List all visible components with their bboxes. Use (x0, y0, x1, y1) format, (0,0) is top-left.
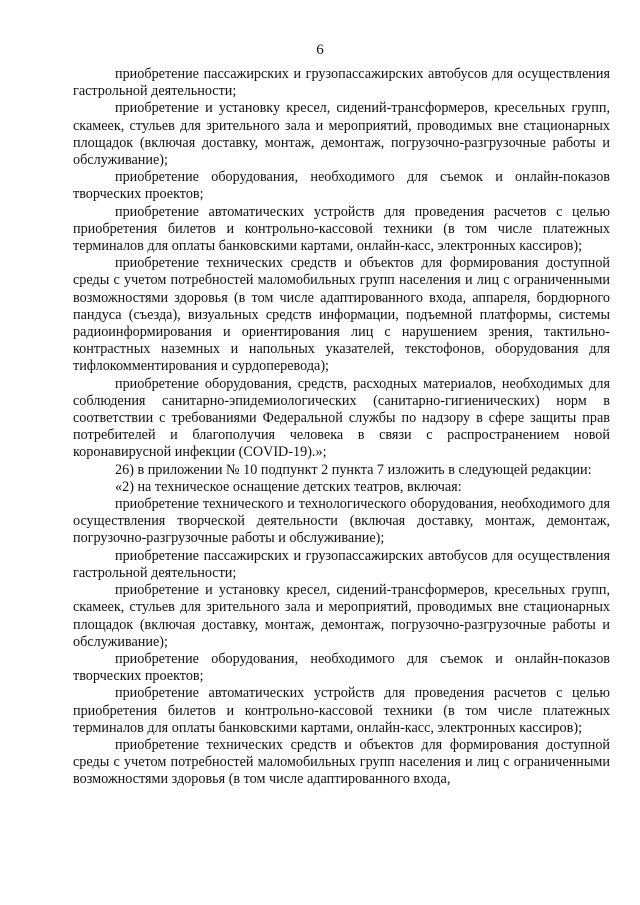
paragraph-childrens-theatres: «2) на техническое оснащение детских театров, включая: (115, 478, 462, 495)
page-number: 6 (316, 42, 324, 58)
paragraph-seating: приобретение и установку кресел, сидений-трансформеров, кресельных групп, скамеек, стульев для зрительного зала и мероприятий, проводимых вне стационарных площадок (включая доставку, монтаж, демонтаж, погрузочно-разгрузочные работы и обслуживание); (73, 100, 610, 169)
paragraph-accessible-environment: приобретение технических средств и объектов для формирования доступной среды с учетом потребностей маломобильных групп населения и лиц с ограниченными возможностями здоровья (в том числе адаптированного входа, аппареля, бордюрного пандуса (съезда), визуальных средств информации, подъемной платформы, системы радиоинформирования и ориентирования лиц с нарушением зрения, тактильно-контрастных наземных и напольных указателей, текстофонов, оборудования для тифлокомментирования и сурдоперевода); (73, 255, 610, 375)
paragraph-technical-equipment: приобретение технического и технологического оборудования, необходимого для осуществления творческой деятельности (включая доставку, монтаж, демонтаж, погрузочно-разгрузочные работы и обслуживание); (73, 496, 610, 547)
document-body (73, 66, 610, 789)
paragraph-filming-equipment-2: приобретение оборудования, необходимого для съемок и онлайн-показов творческих проектов; (73, 650, 610, 685)
paragraph-sanitary-equipment: приобретение оборудования, средств, расходных материалов, необходимых для соблюдения санитарно-эпидемиологических (санитарно-гигиенических) норм в соответствии с требованиями Федеральной службы по надзору в сфере защиты прав потребителей и благополучия человека в связи с распространением новой коронавирусной инфекции (COVID-19).»; (73, 375, 610, 461)
paragraph-buses: приобретение пассажирских и грузопассажирских автобусов для осуществления гастрольной деятельности; (73, 66, 610, 100)
paragraph-seating-2: приобретение и установку кресел, сидений-трансформеров, кресельных групп, скамеек, стульев для зрительного зала и мероприятий, проводимых вне стационарных площадок (включая доставку, монтаж, демонтаж, погрузочно-разгрузочные работы и обслуживание); (73, 582, 610, 650)
paragraph-amendment-26: 26) в приложении № 10 подпункт 2 пункта 7 изложить в следующей редакции: (115, 461, 592, 478)
paragraph-buses-2: приобретение пассажирских и грузопассажирских автобусов для осуществления гастрольной деятельности; (73, 547, 610, 581)
paragraph-filming-equipment: приобретение оборудования, необходимого для съемок и онлайн-показов творческих проектов; (73, 169, 610, 203)
paragraph-payment-devices-2: приобретение автоматических устройств для проведения расчетов с целью приобретения билетов и контрольно-кассовой техники (в том числе платежных терминалов для оплаты банковскими картами, онлайн-касс, электронных кассиров); (73, 685, 610, 736)
paragraph-payment-devices: приобретение автоматических устройств для проведения расчетов с целью приобретения билетов и контрольно-кассовой техники (в том числе платежных терминалов для оплаты банковскими картами, онлайн-касс, электронных кассиров); (73, 203, 610, 255)
paragraph-accessible-environment-2: приобретение технических средств и объектов для формирования доступной среды с учетом потребностей маломобильных групп населения и лиц с ограниченными возможностями здоровья (в том числе адаптированного входа, (73, 736, 610, 788)
